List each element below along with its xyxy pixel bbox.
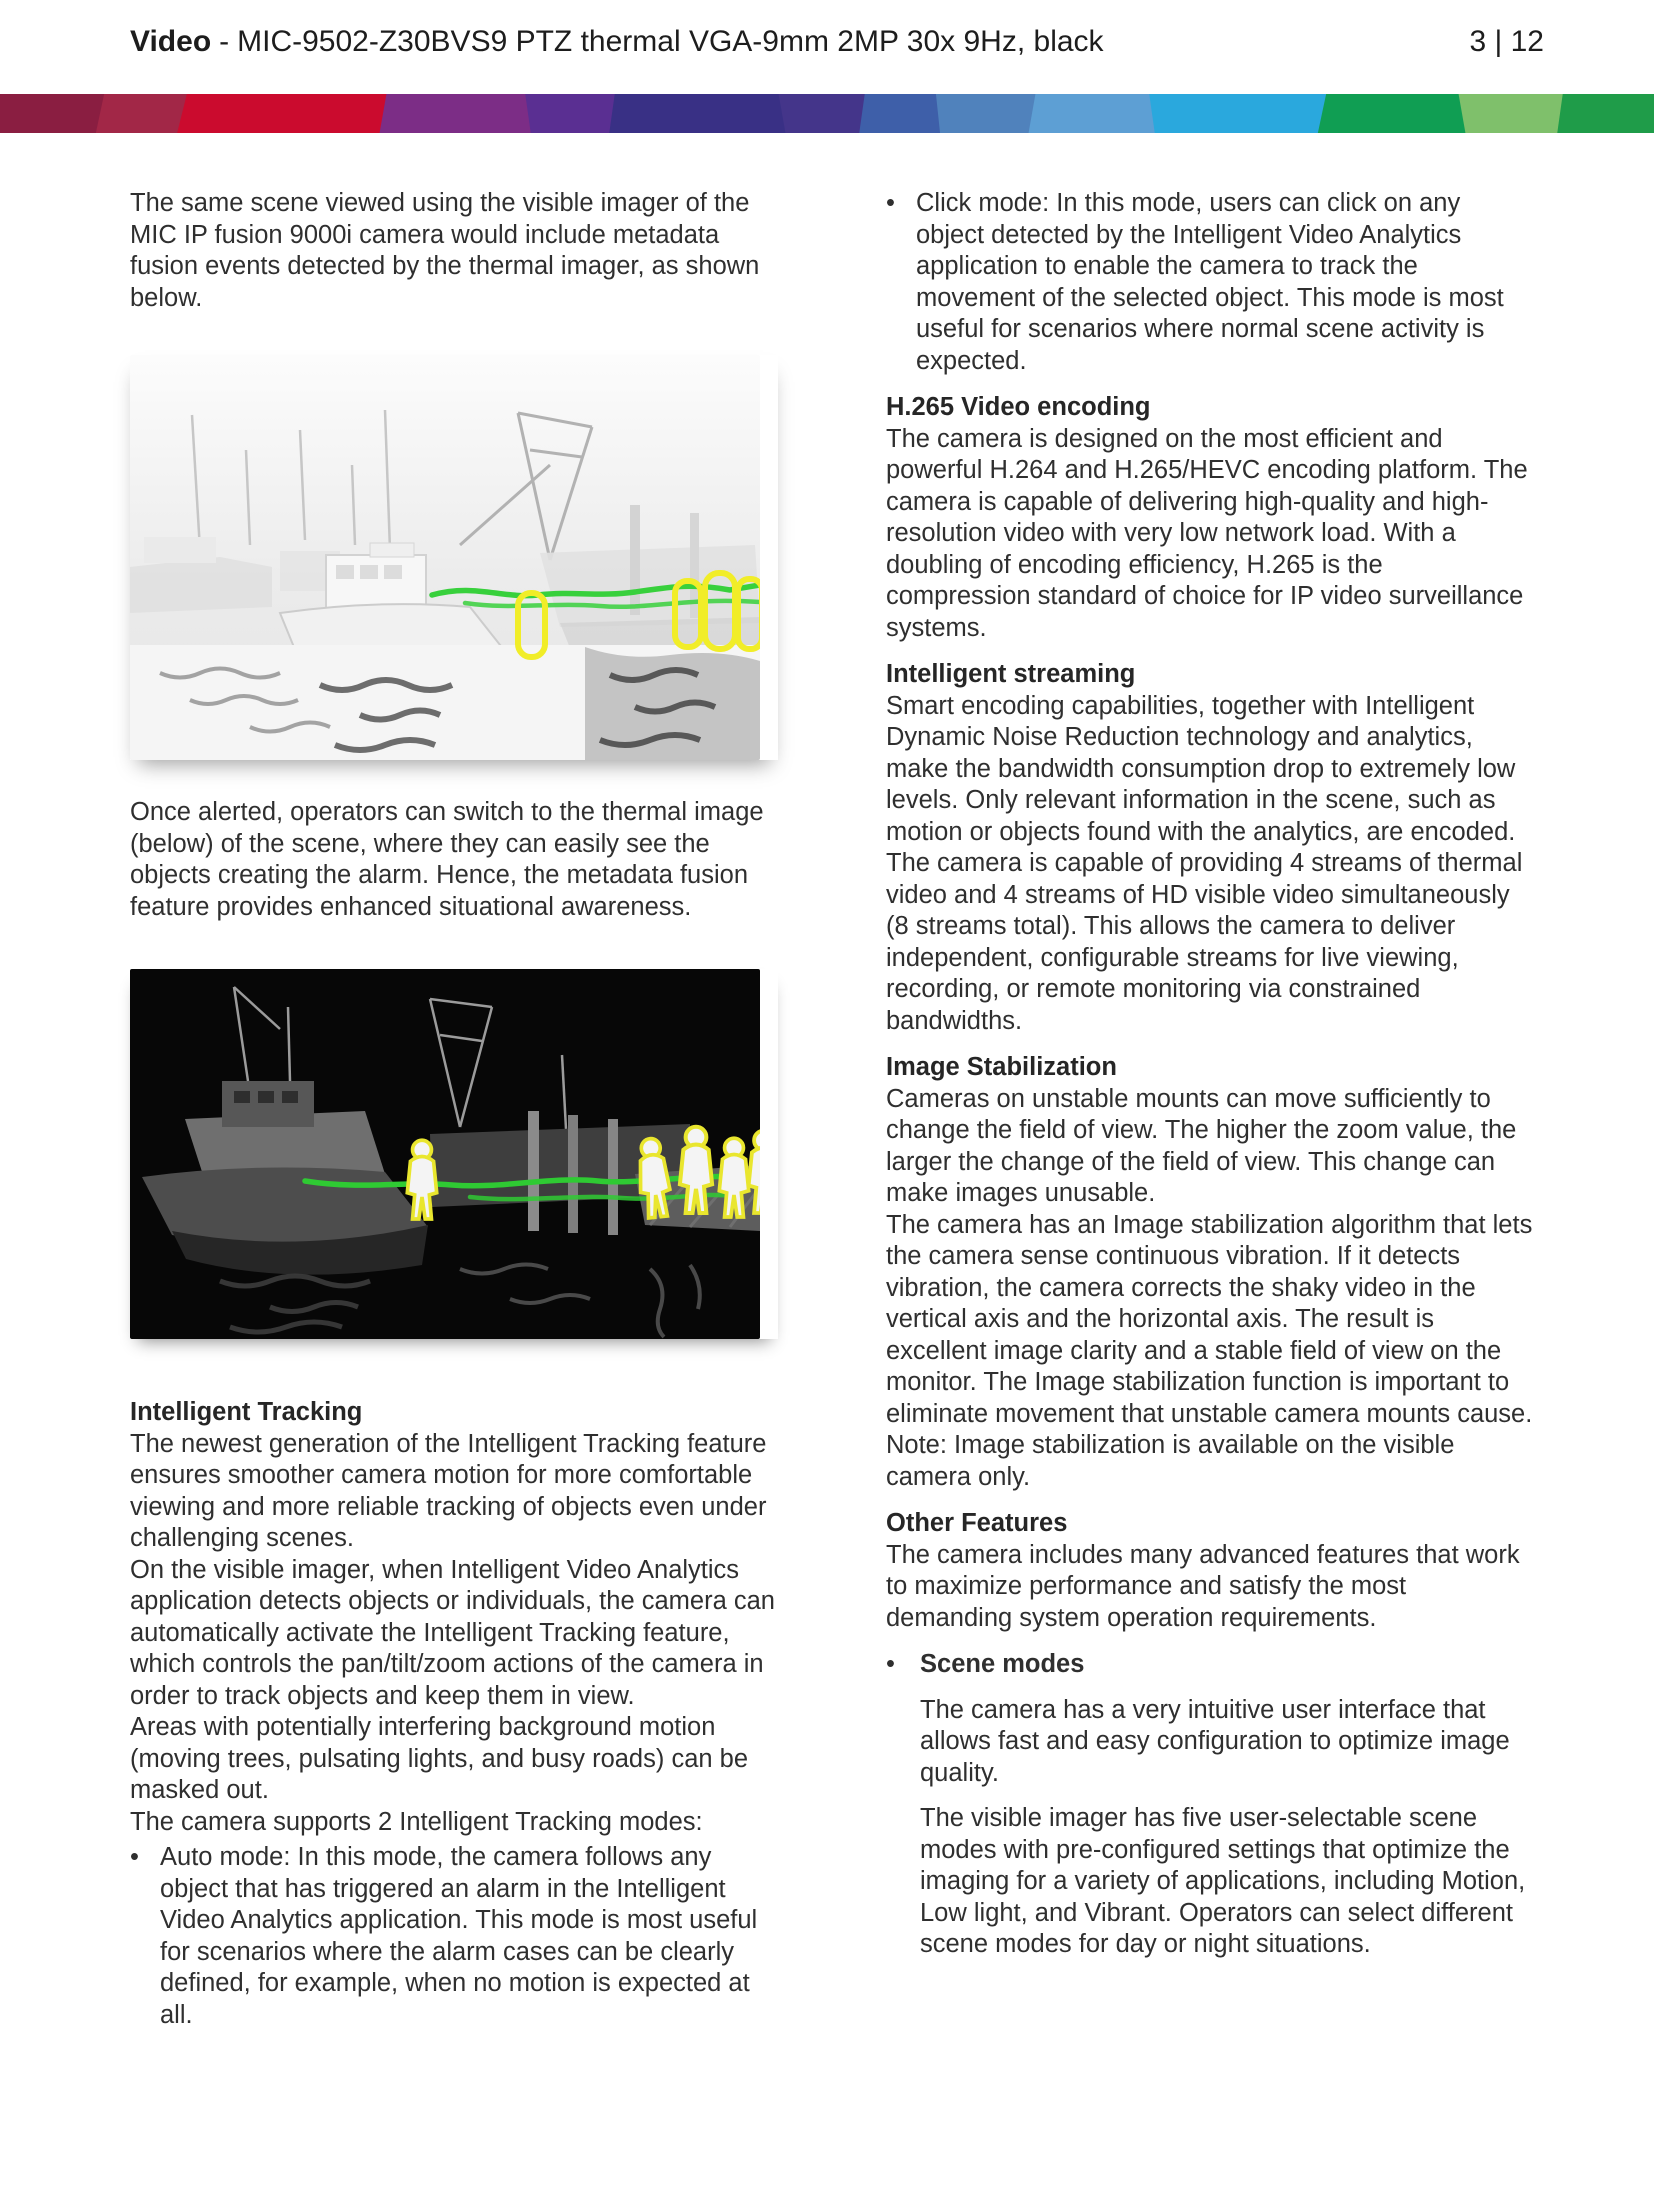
after-image-paragraph: Once alerted, operators can switch to the thermal image (below) of the scene, where they can easily see the objects creating the alarm. Hence, the metadata fusion feature provides enhanced situational awareness. bbox=[130, 798, 764, 921]
right-column bbox=[886, 188, 1534, 1961]
brand-bar-segment bbox=[1148, 94, 1341, 133]
bullet-text: Auto mode: In this mode, the camera follows any object that has triggered an alarm in the Intelligent Video Analytics application. This mode is most useful for scenarios where the alarm cases can be clearly defined, for example, when no motion is expected at all. bbox=[160, 1843, 758, 2029]
sub-paragraph: The camera has a very intuitive user interface that allows fast and easy configuration to optimize image quality. bbox=[920, 1695, 1510, 1787]
title-separator: - bbox=[219, 25, 230, 58]
bullet-text: Click mode: In this mode, users can click on any object detected by the Intelligent Video Analytics application to enable the camera to track the movement of the selected object. This mode is most useful for scenarios where normal scene activity is expected. bbox=[916, 189, 1504, 375]
sub-paragraph: The visible imager has five user-selectable scene modes with pre-configured settings that optimize the imaging for a variety of applications, including Motion, Low light, and Vibrant. Operators can select different scene modes for day or night situations. bbox=[920, 1804, 1526, 1958]
bullet-icon: • bbox=[886, 1650, 895, 1678]
bullet-icon: • bbox=[130, 1843, 139, 1871]
brand-bar-segment bbox=[1556, 94, 1654, 133]
section-paragraph: The camera supports 2 Intelligent Tracking modes: bbox=[130, 1807, 703, 1836]
section-paragraph: The camera is capable of providing 4 streams of thermal video and 4 streams of HD visible video simultaneously (8 streams total). This allows the camera to deliver independent, configurable streams for live viewing, recording, or remote monitoring via constrained bandwidths. bbox=[886, 849, 1523, 1035]
section-paragraph: Note: Image stabilization is available on the visible camera only. bbox=[886, 1431, 1455, 1491]
section-paragraph: Areas with potentially interfering background motion (moving trees, pulsating lights, and busy roads) can be masked out. bbox=[130, 1713, 749, 1804]
water-reflections bbox=[130, 645, 760, 760]
section-paragraph: The newest generation of the Intelligent Tracking feature ensures smoother camera motion for more comfortable viewing and more reliable tracking of objects even under challenging scenes. bbox=[130, 1429, 767, 1552]
list-item-auto-mode bbox=[130, 1842, 778, 2031]
visible-imager-figure bbox=[130, 355, 778, 760]
brand-bar-segment bbox=[176, 94, 407, 133]
page-header bbox=[130, 24, 1104, 60]
page-number: 3 | 12 bbox=[1469, 25, 1544, 58]
brand-supergraphic-bar bbox=[0, 94, 1654, 133]
section-heading-image-stabilization: Image Stabilization bbox=[886, 1053, 1117, 1081]
section-heading-intelligent-streaming: Intelligent streaming bbox=[886, 660, 1136, 688]
section-paragraph: The camera is designed on the most efficient and powerful H.264 and H.265/HEVC encoding platform. The camera is capable of delivering high-quality and high-resolution video with very low network load. With a doubling of encoding efficiency, H.265 is the compression standard of choice for IP video surveillance systems. bbox=[886, 424, 1528, 642]
list-item-click-mode bbox=[886, 188, 1534, 377]
brand-bar-segment bbox=[608, 94, 801, 133]
thermal-imager-figure bbox=[130, 969, 778, 1339]
section-paragraph: Cameras on unstable mounts can move sufficiently to change the field of view. The higher the zoom value, the larger the change of the field of view. This change can make images unusable. bbox=[886, 1084, 1517, 1207]
left-column bbox=[130, 188, 778, 2031]
intro-paragraph: The same scene viewed using the visible imager of the MIC IP fusion 9000i camera would include metadata fusion events detected by the thermal imager, as shown below. bbox=[130, 189, 760, 312]
section-paragraph: On the visible imager, when Intelligent Video Analytics application detects objects or individuals, the camera can automatically activate the Intelligent Tracking feature, which controls the pan/tilt/zoom actions of the camera in order to track objects and keep them in view. bbox=[130, 1555, 775, 1710]
section-paragraph: The camera has an Image stabilization algorithm that lets the camera sense continuous vibration. If it detects vibration, the camera corrects the shaky video in the vertical axis and the horizontal axis. The result is excellent image clarity and a stable field of view on the monitor. The Image stabilization function is important to eliminate movement that unstable camera mounts cause. bbox=[886, 1210, 1533, 1428]
list-item-scene-modes bbox=[886, 1649, 1534, 1681]
section-heading-other-features: Other Features bbox=[886, 1509, 1068, 1537]
brand-bar-segment bbox=[379, 94, 548, 133]
brand-bar-segment bbox=[1317, 94, 1484, 133]
bullet-icon: • bbox=[886, 189, 895, 217]
bullet-title: Scene modes bbox=[920, 1650, 1085, 1678]
section-paragraph: The camera includes many advanced features that work to maximize performance and satisfy the most demanding system operation requirements. bbox=[886, 1540, 1520, 1632]
section-heading-h265: H.265 Video encoding bbox=[886, 393, 1151, 421]
section-heading-intelligent-tracking: Intelligent Tracking bbox=[130, 1398, 363, 1426]
thermal-imager-image bbox=[130, 969, 760, 1339]
header-product-title: MIC-9502-Z30BVS9 PTZ thermal VGA-9mm 2MP 30x 9Hz, black bbox=[237, 25, 1104, 58]
visible-imager-image bbox=[130, 355, 760, 760]
header-section-label: Video bbox=[130, 25, 212, 58]
section-paragraph: Smart encoding capabilities, together with Intelligent Dynamic Noise Reduction technology and analytics, make the bandwidth consumption drop to extremely low levels. Only relevant information in the scene, such as motion or objects found with the analytics, are encoded. bbox=[886, 691, 1516, 846]
